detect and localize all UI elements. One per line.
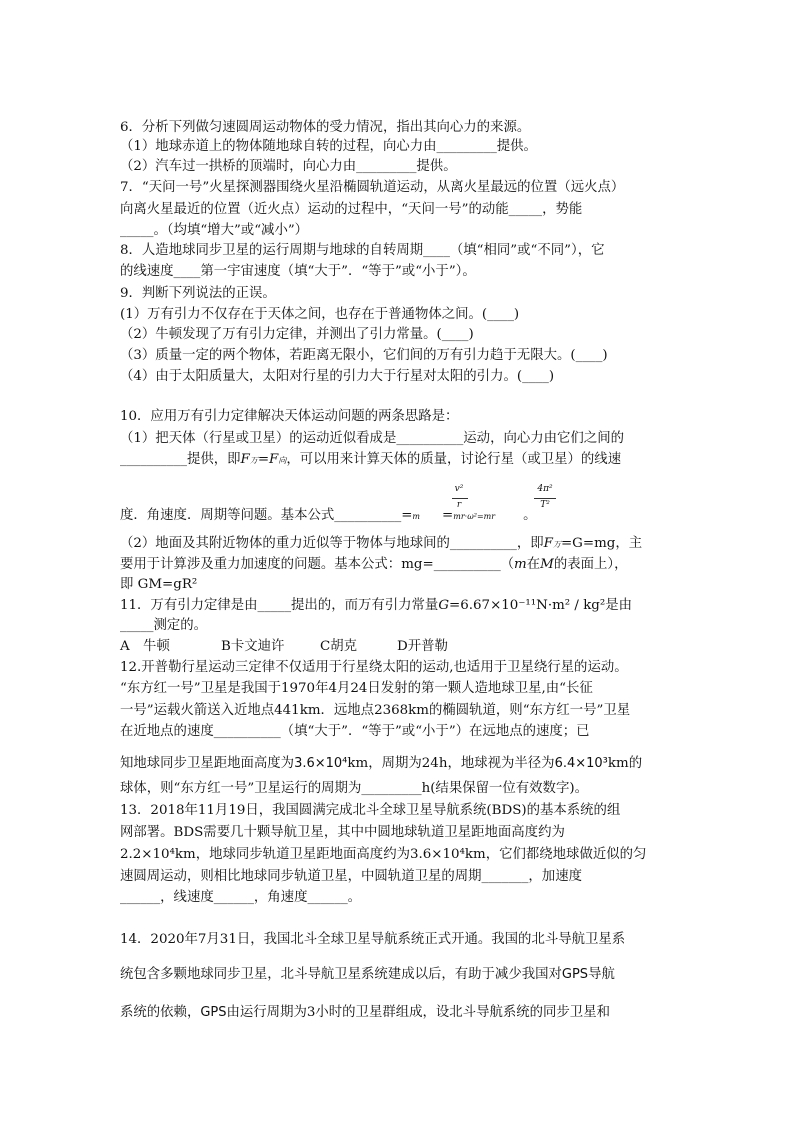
q13-line-4: 速圆周运动，则相比地球同步轨道卫星，中圆轨道卫星的周期_______，加速度 [120, 869, 582, 884]
q8-line-1: 8．人造地球同步卫星的运行周期与地球的自转周期____（填“相同”或“不同”），它 [120, 243, 605, 258]
q14-line-2: 统包含多颗地球同步卫星，北斗导航卫星系统建成以后，有助于减少我国对GPS导航 [120, 967, 615, 982]
q7-line-2: 向离火星最近的位置（近火点）运动的过程中，“天问一号”的动能_____，势能 [120, 202, 583, 217]
q14-line-1: 14．2020年7月31日，我国北斗全球卫星导航系统正式开通。我国的北斗导航卫星系 [120, 932, 626, 947]
q12-line-3: 一号”运载火箭送入近地点441km．远地点2368km的椭圆轨道，则“东方红一号”卫星 [120, 703, 631, 718]
q10-line-1: 10．应用万有引力定律解决天体运动问题的两条思路是： [120, 409, 459, 424]
q13-line-3: 2.2×10⁴km，地球同步轨道卫星距地面高度约为3.6×10⁴km，它们都绕地球做近似的匀 [120, 847, 647, 862]
q11-option-c: C胡克 [320, 639, 358, 654]
fraction-v2-numerator: v² [454, 484, 464, 494]
q8-line-2: 的线速度____第一宇宙速度（填“大于”．“等于”或“小于”）。 [120, 264, 476, 279]
q11-option-a: A 牛顿 [120, 639, 170, 654]
q7-line-3: _____。（均填“增大”或“减小”） [120, 223, 309, 238]
q11-option-d: D开普勒 [397, 639, 448, 654]
fraction-bar-1 [452, 498, 468, 499]
q12-line-6: 球体，则“东方红一号”卫星运行的周期为_________h(结果保留一位有效数字)。 [120, 781, 588, 796]
q12-line-4: 在近地点的速度__________（填“大于”．“等于”或“小于”）在远地点的速度；已 [120, 724, 590, 739]
fraction-T2-denominator: T² [540, 500, 550, 510]
fraction-r-denominator: r [456, 500, 462, 510]
q10-line-6: 要用于计算涉及重力加速度的问题。基本公式：mg=__________（m在M的表面上）， [120, 557, 628, 572]
q13-line-2: 网部署。BDS需要几十颗导航卫星，其中中圆地球轨道卫星距地面高度约为 [120, 825, 565, 840]
q12-line-2: “东方红一号”卫星是我国于1970年4月24日发射的第一颗人造地球卫星,由“长征 [120, 681, 593, 696]
q12-line-1: 12.开普勒行星运动三定律不仅适用于行星绕太阳的运动,也适用于卫星绕行星的运动。 [120, 660, 628, 675]
q9-item-4: （4）由于太阳质量大，太阳对行星的引力大于行星对太阳的引力。(____) [120, 369, 555, 384]
q9-item-1: (1）万有引力不仅存在于天体之间，也存在于普通物体之间。(____) [120, 307, 520, 322]
q11-line-2: _____测定的。 [120, 618, 208, 633]
q6-line-2: （1）地球赤道上的物体随地球自转的过程，向心力由_________提供。 [120, 139, 537, 154]
q10-line-4: 度．角速度．周期等问题。基本公式__________=m =mr·ω²=mr 。 [120, 508, 537, 523]
q6-line-3: （2）汽车过一拱桥的顶端时，向心力由_________提供。 [120, 159, 457, 174]
q9-item-3: （3）质量一定的两个物体，若距离无限小，它们间的万有引力趋于无限大。(____) [120, 348, 608, 363]
q6-line-1: 6．分析下列做匀速圆周运动物体的受力情况，指出其向心力的来源。 [120, 120, 531, 135]
q10-line-3: __________提供，即F万=F向，可以用来计算天体的质量，讨论行星（或卫星）的线速 [120, 452, 622, 467]
q11-option-b: B卡文迪许 [221, 639, 285, 654]
q7-line-1: 7．“天问一号”火星探测器围绕火星沿椭圆轨道运动，从离火星最远的位置（远火点） [120, 180, 625, 195]
q13-line-1: 13．2018年11月19日，我国圆满完成北斗全球卫星导航系统(BDS)的基本系统的组 [120, 803, 621, 818]
q10-line-7: 即 GM=gR² [120, 577, 198, 592]
q14-line-3: 系统的依赖，GPS由运行周期为3小时的卫星群组成，设北斗导航系统的同步卫星和 [120, 1005, 610, 1020]
q11-line-1: 11．万有引力定律是由_____提出的，而万有引力常量G=6.67×10⁻¹¹N·m² / kg²是由 [120, 598, 633, 613]
q12-line-5: 知地球同步卫星距地面高度为3.6×10⁴km，周期为24h，地球视为半径为6.4×10³km的 [120, 756, 643, 771]
q13-line-5: ______，线速度______，角速度______。 [120, 890, 362, 905]
q10-line-5: （2）地面及其附近物体的重力近似等于物体与地球间的__________，即F万=G=mg，主 [120, 536, 643, 551]
q10-line-2: （1）把天体（行星或卫星）的运动近似看成是__________运动，向心力由它们之间的 [120, 431, 624, 446]
q9-item-2: （2）牛顿发现了万有引力定律，并测出了引力常量。(____) [120, 327, 474, 342]
q9-title: 9．判断下列说法的正误。 [120, 286, 276, 301]
fraction-4pi2-numerator: 4π² [537, 484, 553, 494]
fraction-bar-2 [534, 498, 556, 499]
